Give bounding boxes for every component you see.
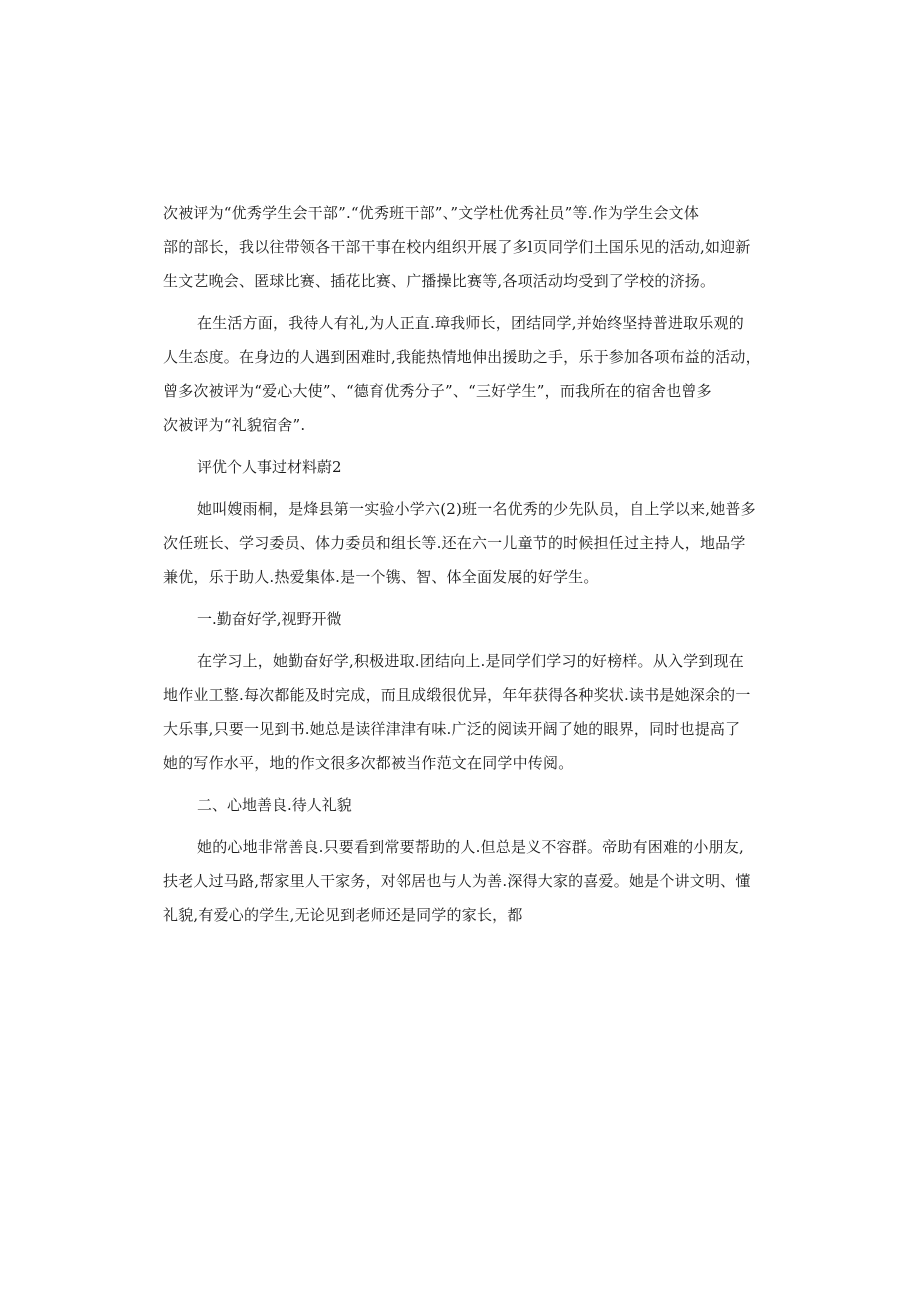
paragraph-study bbox=[163, 644, 771, 780]
text-line: 礼貌,有爱心的学生,无论见到老师还是同学的家长，都 bbox=[163, 906, 523, 924]
text-line: 她的心地非常善良.只要看到常要帮助的人.但总是义不容群。帝助有困难的小朋友, bbox=[197, 838, 744, 856]
paragraph-introduction bbox=[163, 492, 771, 594]
text-line: 地作业工整.每次都能及时完成，而且成缎很优异，年年获得各种奖状.读书是她深余的一 bbox=[163, 686, 751, 704]
text-line: 她叫嫂雨桐，是烽县第一实验小学六(2)班一名优秀的少先队员，自上学以来,她普多 bbox=[197, 500, 756, 518]
text-line: 大乐事,只要一见到书.她总是读徉津津有味.广泛的阅读开阔了她的眼界，同时也提高了 bbox=[163, 720, 741, 738]
text-line: 生文艺晚会、匿球比赛、插花比赛、广播操比赛等,各项活动均受到了学校的济扬。 bbox=[163, 272, 716, 290]
text-line: 部的部长，我以往带领各干部干事在校内组织开展了多l页同学们土国乐见的活动,如迎新 bbox=[163, 238, 751, 256]
text-line: 人生态度。在身边的人遇到困难时,我能热情地伸出援助之手，乐于参加各项布益的活动， bbox=[163, 348, 761, 366]
text-line: 次被评为“优秀学生会干部”.“优秀班干部”、”文学杜优秀社员”等.作为学生会文体 bbox=[163, 204, 700, 222]
section-title: 评优个人事过材料蔚2 bbox=[197, 458, 342, 476]
text-line: 曾多次被评为“爱心大使”、“德育优秀分子”、“三好学生”，而我所在的宿舍也曾多 bbox=[163, 382, 712, 400]
text-line: 次任班长、学习委员、体力委员和组长等.还在六一儿童节的时候担任过主持人，地品学 bbox=[163, 534, 746, 552]
paragraph-kindness bbox=[163, 830, 771, 932]
subheading-kindness: 二、心地善良.待人礼貌 bbox=[197, 796, 352, 814]
paragraph-student-union bbox=[163, 196, 771, 298]
text-line: 在生活方面，我待人有礼,为人正直.璋我师长，团结同学,并始终坚持普进取乐观的 bbox=[197, 314, 744, 332]
text-line: 在学习上，她勤奋好学,积极进取.团结向上.是同学们学习的好榜样。从入学到现在 bbox=[197, 652, 744, 670]
document-body bbox=[163, 196, 771, 932]
subheading-studious: 一.勤奋好学,视野开微 bbox=[197, 610, 342, 628]
text-line: 次被评为“礼貌宿舍”. bbox=[163, 416, 306, 434]
text-line: 扶老人过马路,帮家里人干家务，对邻居也与人为善.深得大家的喜爱。她是个讲文明、懂 bbox=[163, 872, 751, 890]
paragraph-life-attitude bbox=[163, 306, 771, 442]
text-line: 她的写作水平，地的作文很多次都被当作范文在同学中传阅。 bbox=[163, 754, 574, 772]
text-line: 兼优，乐于助人.热爱集体.是一个镌、智、体全面发展的好学生。 bbox=[163, 568, 599, 586]
